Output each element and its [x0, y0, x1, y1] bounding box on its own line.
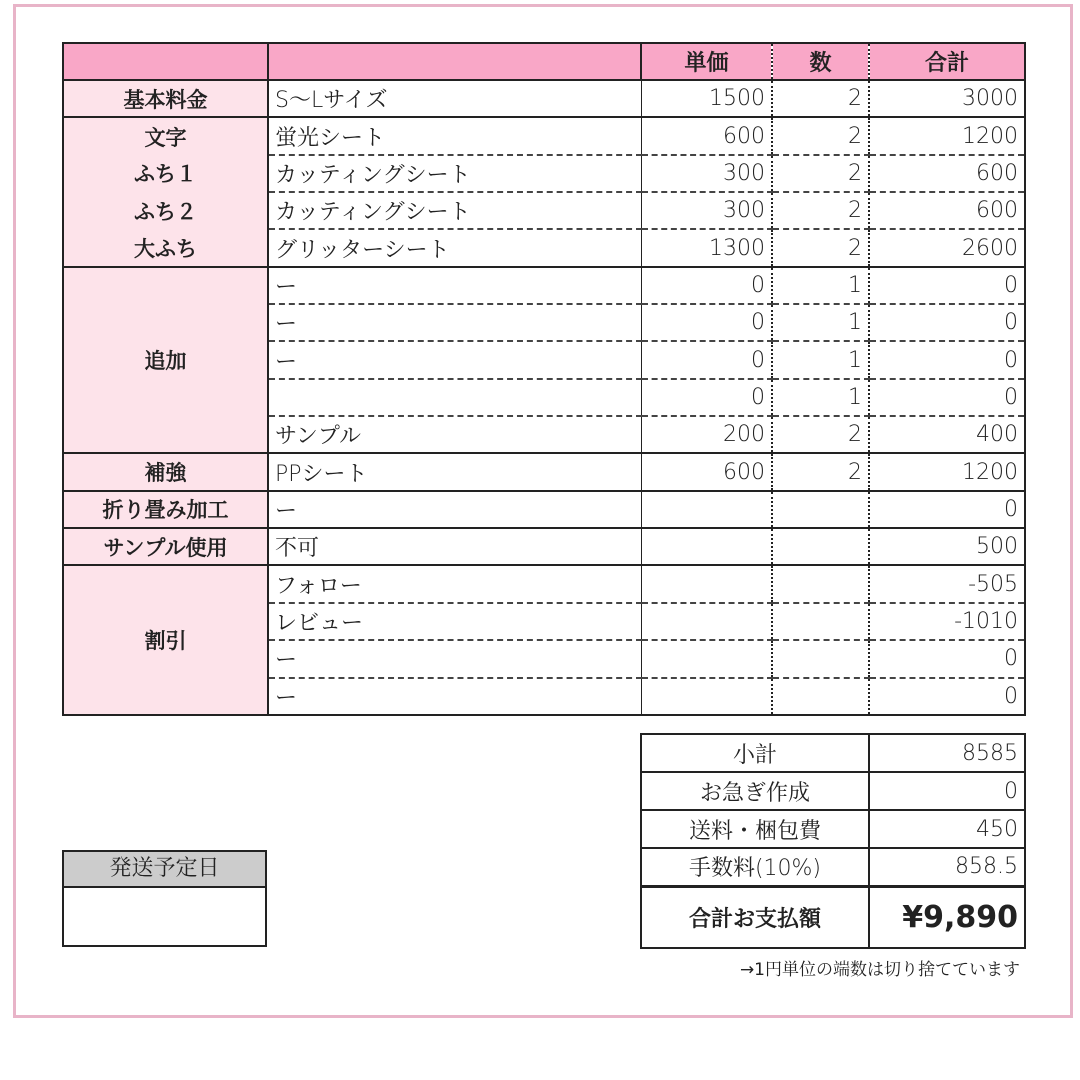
row-description: グリッターシート — [268, 229, 641, 266]
row-total: 0 — [869, 491, 1025, 528]
fee-value: 858.5 — [869, 848, 1025, 886]
row-unit-price: 0 — [641, 341, 772, 378]
table-row — [63, 155, 1025, 192]
rounding-note: →1円単位の端数は切り捨てています — [739, 960, 1020, 980]
table-row — [63, 528, 1025, 565]
subtotal-value: 8585 — [869, 734, 1025, 772]
category-basic: 基本料金 — [63, 80, 268, 117]
table-row — [63, 80, 1025, 117]
ship-date-label: 発送予定日 — [64, 852, 265, 888]
row-unit-price: 600 — [641, 117, 772, 154]
summary-row-rush — [641, 772, 1025, 810]
row-quantity: 2 — [772, 192, 869, 229]
category-discount: 割引 — [63, 565, 268, 715]
header-unit-price: 単価 — [641, 43, 772, 80]
row-unit-price: 200 — [641, 416, 772, 453]
row-total: 500 — [869, 528, 1025, 565]
row-total: -1010 — [869, 603, 1025, 640]
row-quantity: 1 — [772, 304, 869, 341]
header-category — [63, 43, 268, 80]
row-unit-price — [641, 565, 772, 602]
row-description: カッティングシート — [268, 192, 641, 229]
row-total: 3000 — [869, 80, 1025, 117]
grand-total-label: 合計お支払額 — [641, 886, 869, 948]
row-quantity — [772, 603, 869, 640]
row-total: 1200 — [869, 453, 1025, 490]
row-unit-price: 300 — [641, 155, 772, 192]
header-total: 合計 — [869, 43, 1025, 80]
row-unit-price — [641, 603, 772, 640]
row-quantity — [772, 528, 869, 565]
row-quantity — [772, 491, 869, 528]
summary-row-fee — [641, 848, 1025, 886]
category-text: 文字 — [63, 117, 268, 154]
row-quantity — [772, 640, 869, 677]
table-row — [63, 192, 1025, 229]
row-description — [268, 379, 641, 416]
row-total: 2600 — [869, 229, 1025, 266]
row-total: 0 — [869, 267, 1025, 304]
category-edge-1: ふち１ — [63, 155, 268, 192]
summary-row-subtotal — [641, 734, 1025, 772]
row-unit-price: 0 — [641, 267, 772, 304]
row-total: 600 — [869, 192, 1025, 229]
row-quantity: 2 — [772, 117, 869, 154]
row-quantity: 2 — [772, 416, 869, 453]
table-header-row — [63, 43, 1025, 80]
row-total: 600 — [869, 155, 1025, 192]
row-unit-price: 0 — [641, 304, 772, 341]
header-description — [268, 43, 641, 80]
row-description: ー — [268, 267, 641, 304]
table-row — [63, 229, 1025, 266]
row-total: 0 — [869, 341, 1025, 378]
row-total: 0 — [869, 678, 1025, 716]
row-unit-price: 0 — [641, 379, 772, 416]
row-description: 不可 — [268, 528, 641, 565]
row-unit-price: 1300 — [641, 229, 772, 266]
table-row — [63, 565, 1025, 602]
summary-table — [640, 733, 1026, 949]
row-description: ー — [268, 341, 641, 378]
row-description: ー — [268, 678, 641, 716]
fee-label: 手数料(10%) — [641, 848, 869, 886]
row-unit-price — [641, 640, 772, 677]
category-additional: 追加 — [63, 267, 268, 454]
row-description: ー — [268, 304, 641, 341]
row-description: ー — [268, 640, 641, 677]
row-unit-price — [641, 491, 772, 528]
row-description: カッティングシート — [268, 155, 641, 192]
ship-date-box — [62, 850, 267, 947]
summary-row-shipping — [641, 810, 1025, 848]
row-quantity: 1 — [772, 341, 869, 378]
row-quantity: 1 — [772, 267, 869, 304]
grand-total-value: ¥9,890 — [869, 886, 1025, 948]
row-description: PPシート — [268, 453, 641, 490]
subtotal-label: 小計 — [641, 734, 869, 772]
row-total: 1200 — [869, 117, 1025, 154]
table-row — [63, 267, 1025, 304]
row-total: 0 — [869, 379, 1025, 416]
row-unit-price: 1500 — [641, 80, 772, 117]
row-quantity: 2 — [772, 80, 869, 117]
row-unit-price — [641, 528, 772, 565]
shipping-label: 送料・梱包費 — [641, 810, 869, 848]
ship-date-value — [64, 888, 265, 947]
row-total: 400 — [869, 416, 1025, 453]
row-quantity: 2 — [772, 155, 869, 192]
category-sample-use: サンプル使用 — [63, 528, 268, 565]
row-description: 蛍光シート — [268, 117, 641, 154]
shipping-value: 450 — [869, 810, 1025, 848]
rush-label: お急ぎ作成 — [641, 772, 869, 810]
row-description: サンプル — [268, 416, 641, 453]
row-unit-price: 600 — [641, 453, 772, 490]
row-unit-price: 300 — [641, 192, 772, 229]
row-total: 0 — [869, 640, 1025, 677]
rush-value: 0 — [869, 772, 1025, 810]
row-description: S〜Lサイズ — [268, 80, 641, 117]
header-quantity: 数 — [772, 43, 869, 80]
row-description: レビュー — [268, 603, 641, 640]
category-big-edge: 大ふち — [63, 229, 268, 266]
row-description: フォロー — [268, 565, 641, 602]
price-table — [62, 42, 1026, 716]
row-total: 0 — [869, 304, 1025, 341]
table-row — [63, 453, 1025, 490]
summary-row-grand-total — [641, 886, 1025, 948]
category-folding: 折り畳み加工 — [63, 491, 268, 528]
table-row — [63, 491, 1025, 528]
row-quantity — [772, 565, 869, 602]
row-unit-price — [641, 678, 772, 716]
row-quantity — [772, 678, 869, 716]
row-description: ー — [268, 491, 641, 528]
category-reinforce: 補強 — [63, 453, 268, 490]
category-edge-2: ふち２ — [63, 192, 268, 229]
table-row — [63, 117, 1025, 154]
row-quantity: 2 — [772, 229, 869, 266]
row-quantity: 2 — [772, 453, 869, 490]
row-total: -505 — [869, 565, 1025, 602]
row-quantity: 1 — [772, 379, 869, 416]
